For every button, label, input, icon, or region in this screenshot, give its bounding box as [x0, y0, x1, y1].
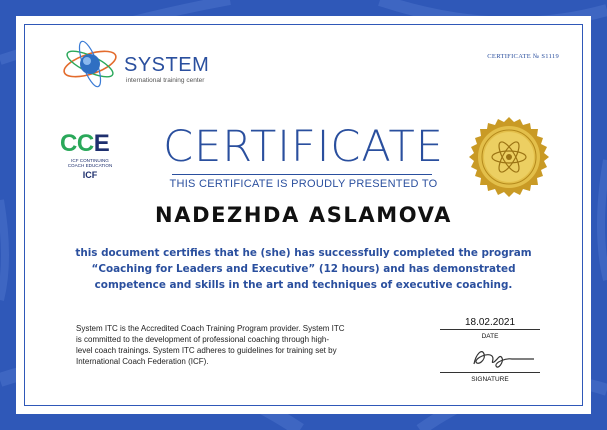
recipient-name: NADEZHDA ASLAMOVA: [155, 203, 452, 227]
signature-image: [468, 344, 538, 372]
certificate-heading: CERTIFICATE: [163, 122, 444, 172]
logo-name: SYSTEM: [124, 54, 210, 76]
gold-seal-icon: [468, 116, 550, 198]
certificate-number: CERTIFICATE № S1119: [487, 53, 559, 60]
statement-line: this document certifies that he (she) has successfully completed the program: [75, 247, 532, 259]
statement-line: competence and skills in the art and techniques of executive coaching.: [94, 279, 513, 291]
cce-letter-e: E: [93, 130, 110, 157]
icf-mark: ICF: [82, 170, 98, 181]
date-label: DATE: [481, 333, 499, 340]
certification-statement: [50, 245, 557, 293]
date-value: 18.02.2021: [464, 317, 516, 328]
statement-line: “Coaching for Leaders and Executive” (12 hours) and has demonstrated: [91, 263, 516, 275]
system-logo: [60, 38, 240, 90]
heading-underline: [172, 174, 432, 175]
signature-label: SIGNATURE: [471, 376, 509, 383]
presented-to-text: THIS CERTIFICATE IS PROUDLY PRESENTED TO: [169, 178, 438, 190]
cce-letter-c2: C: [76, 130, 94, 157]
provider-info-line: is committed to the development of professional coaching through high-: [76, 335, 330, 344]
globe-logo-icon: [60, 38, 122, 90]
cce-subtitle-line1: ICF CONTINUING: [71, 158, 109, 163]
cce-letter-c1: C: [60, 130, 77, 157]
signature-line: [440, 372, 540, 373]
cce-subtitle-line2: COACH EDUCATION: [67, 163, 113, 169]
logo-subtitle: international training center: [126, 77, 205, 84]
provider-info-line: System ITC is the Accredited Coach Training Program provider. System ITC: [76, 324, 345, 333]
provider-info-line: International Coach Federation (ICF).: [76, 357, 209, 366]
date-line: [440, 329, 540, 330]
provider-info: [76, 323, 406, 367]
provider-info-line: level coach trainings. System ITC adheres to guidelines for training set by: [76, 346, 337, 355]
